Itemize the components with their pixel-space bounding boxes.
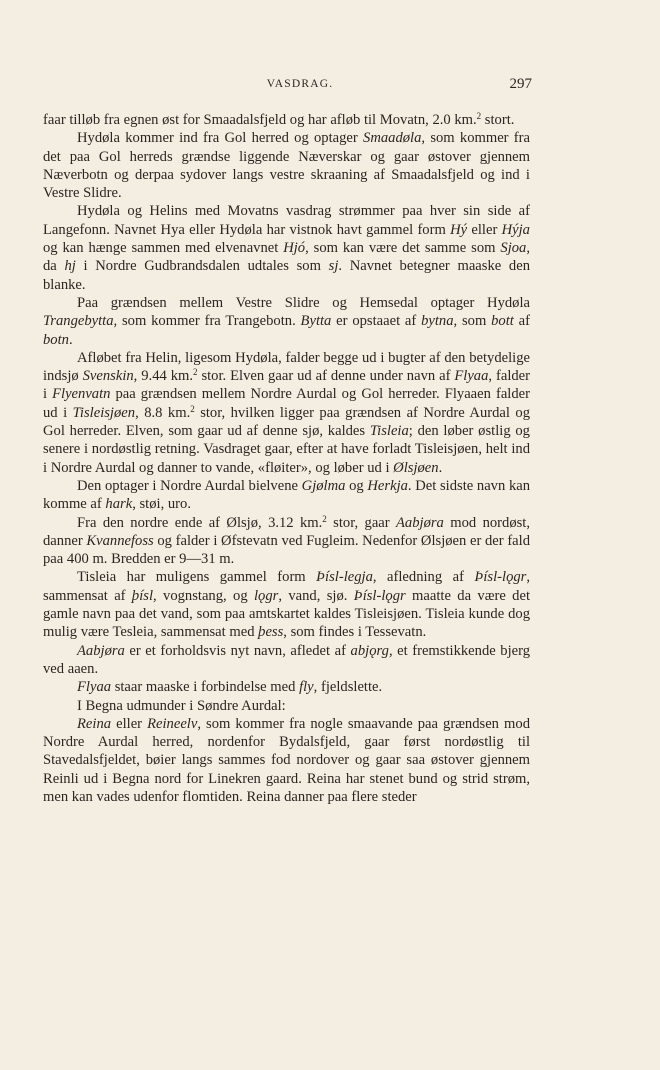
text-run: , 9.44 km. [133, 368, 194, 385]
text-run: , som findes i Tessevatn. [283, 624, 427, 641]
text-run: , vand, sjø. [278, 587, 354, 604]
italic-term: þess [258, 624, 284, 641]
italic-term: fly [299, 679, 314, 696]
text-run: eller [467, 221, 502, 238]
paragraph [43, 678, 530, 696]
text-run: er et forholdsvis nyt navn, afledet af [124, 642, 351, 659]
italic-term: Aabjøra [77, 642, 125, 659]
text-run: Hydøla og Helins med Movatns vasdrag strømmer paa hver sin side af Langefonn. Navnet Hya eller Hydøla har vistnok havt gammel form [43, 203, 530, 238]
text-run: , et fremstikkende bjerg ved aaen. [43, 642, 530, 677]
text-run: og [345, 477, 368, 494]
text-run: stor. Elven gaar ud af denne under navn af [197, 368, 455, 385]
text-run: er opstaaet af [331, 313, 422, 330]
paragraph [43, 129, 530, 202]
text-run: , 8.8 km. [135, 404, 191, 421]
italic-term: hark [105, 496, 133, 513]
text-run: , som kan være det samme som [305, 240, 501, 257]
italic-term: bytna [421, 313, 454, 330]
text-run: mod nordøst, danner [43, 514, 530, 549]
text-run: af [513, 313, 530, 330]
text-run: ; den løber østlig og senere i nordøstlig retning. Vasdraget gaar, efter at have forladt Tisleisjøen, helt ind i Nordre Aurdal og danner to vande, «fløiter», og løber ud i [43, 423, 530, 476]
text-run: , vognstang, og [153, 587, 254, 604]
italic-term: Tisleia [369, 423, 409, 440]
text-run: maatte da være det gamle navn paa det vand, som paa amtskartet kaldes Tisleisjøen. Tisleia kunde dog mulig være Tesleia, sammensat med [43, 587, 530, 641]
paragraph [43, 514, 530, 569]
text-run: . [438, 459, 443, 476]
italic-term: sj [328, 258, 339, 275]
text-run: og kan hænge sammen med elvenavnet [43, 240, 284, 257]
italic-term: Hýja [501, 221, 530, 238]
running-title: VASDRAG. [266, 78, 334, 90]
paragraph [43, 111, 530, 129]
italic-term: Smaadøla [363, 130, 422, 147]
text-run: Den optager i Nordre Aurdal bielvene [77, 477, 302, 494]
italic-term: Svenskin [82, 368, 134, 385]
italic-term: Sjoa [500, 240, 527, 257]
text-run: og falder i Øfstevatn ved Fugleim. Nedenfor Ølsjøen er der fald paa 400 m. Bredden er 9—31 m. [43, 532, 531, 568]
text-run: , da [43, 240, 530, 275]
text-run: eller [111, 715, 148, 732]
italic-term: Þísl-lǫgr [353, 587, 406, 604]
text-run: , som kommer fra det paa Gol herreds grændse liggende Næverskar og gaar østover gjennem Næverbotn og derpaa sydover langs vestre skraaning af Smaadalsfjeld og ind i Vestre Slidre. [43, 130, 530, 202]
text-run: faar tilløb fra egnen øst for Smaadalsfjeld og har afløb til Movatn, 2.0 km. [43, 112, 477, 128]
paragraph [43, 294, 530, 349]
paragraph [43, 715, 530, 806]
italic-term: Herkja [367, 477, 408, 494]
italic-term: Flyenvatn [52, 386, 111, 403]
italic-term: Ølsjøen [393, 459, 439, 476]
italic-term: Þísl-lǫgr [474, 569, 527, 586]
paragraph [43, 202, 530, 293]
italic-term: Flyaa [77, 679, 112, 696]
italic-term: Aabjøra [396, 514, 444, 531]
italic-term: Hý [450, 221, 468, 238]
body-text [43, 111, 530, 806]
superscript: 2 [190, 403, 195, 414]
text-run: Hydøla kommer ind fra Gol herred og optager [77, 130, 364, 147]
text-run: , falder i [43, 368, 531, 403]
paragraph [43, 642, 530, 679]
page-header [0, 78, 660, 98]
text-run: , som kommer fra nogle smaavande paa grændsen mod Nordre Aurdal herred, nordenfor Bydalsfjeld, gaar først nordøstlig til Stavedalsfjeldet, bøier langs sammes fod nordover og gaar saa østover gjennem Reinli ud i Begna nord for Linekren gaard. Reina har stenet bund og strid strøm, men kan vades udenfor flomtiden. Reina danner paa flere steder [43, 715, 530, 805]
italic-term: bott [491, 313, 514, 330]
text-run: Tisleia har muligens gammel form [77, 569, 317, 586]
italic-term: Hjó [283, 240, 306, 257]
text-run: Paa grændsen mellem Vestre Slidre og Hemsedal optager Hydøla [77, 294, 530, 311]
italic-term: Trangebytta [43, 313, 114, 330]
italic-term: Bytta [300, 313, 332, 330]
text-run: , støi, uro. [132, 496, 191, 513]
italic-term: hj [64, 258, 76, 275]
italic-term: Reina [77, 715, 112, 732]
paragraph [43, 568, 530, 641]
italic-term: Tisleisjøen [72, 404, 136, 421]
text-run: . Det sidste navn kan komme af [43, 477, 531, 513]
text-run: stor, gaar [326, 514, 397, 531]
superscript: 2 [322, 513, 327, 524]
text-run: stort. [481, 112, 515, 128]
text-run: , sammensat af [43, 569, 530, 604]
text-run: , fjeldslette. [313, 679, 383, 696]
page-number: 297 [509, 76, 532, 92]
paragraph [43, 349, 530, 477]
superscript: 2 [193, 367, 198, 378]
text-run: . [68, 331, 73, 348]
italic-term: abjǫrg [350, 642, 389, 659]
text-run: paa grændsen mellem Nordre Aurdal og Gol herreder. Flyaaen falder ud i [43, 386, 530, 421]
text-run: , afledning af [372, 569, 475, 586]
italic-term: botn [43, 331, 69, 348]
italic-term: lǫgr [254, 587, 279, 604]
italic-term: Gjølma [301, 477, 346, 494]
text-run: staar maaske i forbindelse med [111, 679, 300, 696]
superscript: 2 [476, 111, 482, 121]
text-run: , som kommer fra Trangebotn. [113, 313, 301, 330]
italic-term: Kvannefoss [86, 532, 154, 549]
text-run: I Begna udmunder i Søndre Aurdal: [77, 697, 286, 714]
italic-term: þísl [131, 587, 154, 604]
paragraph [43, 697, 530, 715]
text-run: Fra den nordre ende af Ølsjø, 3.12 km. [77, 514, 323, 531]
text-run: , som [453, 313, 492, 330]
italic-term: Þísl-legja [316, 569, 373, 586]
italic-term: Flyaa [454, 368, 489, 385]
text-run: . Navnet betegner maaske den blanke. [43, 258, 530, 293]
italic-term: Reineelv [147, 715, 198, 732]
paragraph [43, 477, 530, 514]
text-run: i Nordre Gudbrandsdalen udtales som [75, 258, 329, 275]
text-run: stor, hvilken ligger paa grændsen af Nordre Aurdal og Gol herreder. Elven, som gaar ud af denne sjø, kaldes [43, 404, 531, 440]
text-run: Afløbet fra Helin, ligesom Hydøla, falder begge ud i bugter af den betydelige indsjø [43, 349, 530, 385]
